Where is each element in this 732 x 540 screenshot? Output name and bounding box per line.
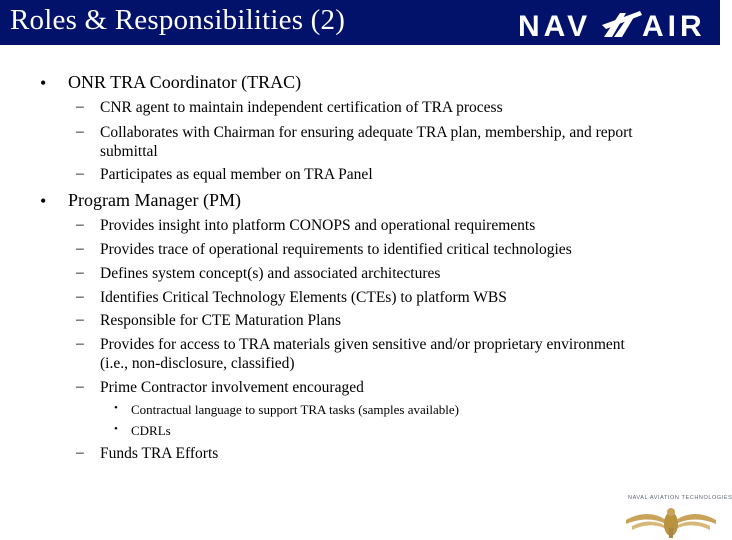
footer-org-text: NAVAL AVIATION TECHNOLOGIES [628, 495, 732, 501]
dash-bullet: – [76, 288, 84, 305]
list-item: Prime Contractor involvement encouraged [100, 379, 364, 396]
list-item: Responsible for CTE Maturation Plans [100, 312, 342, 329]
dash-bullet: – [76, 240, 84, 257]
list-item: Provides insight into platform CONOPS and operational requirements [100, 217, 536, 234]
list-item: Collaborates with Chairman for ensuring adequate TRA plan, membership, and report submittal [100, 124, 633, 160]
list-item: CNR agent to maintain independent certification of TRA process [100, 99, 503, 116]
section-heading-trac: ONR TRA Coordinator (TRAC) [68, 72, 302, 92]
list-item: Provides for access to TRA materials given sensitive and/or proprietary environment (i.e., non-disclosure, classified) [100, 336, 625, 372]
dash-bullet: – [76, 264, 84, 281]
list-item: Participates as equal member on TRA Panel [100, 166, 373, 183]
dash-bullet: – [76, 444, 84, 461]
dash-bullet: – [76, 165, 84, 182]
list-item: Identifies Critical Technology Elements (CTEs) to platform WBS [100, 289, 507, 306]
dash-bullet: – [76, 216, 84, 233]
list-item: Funds TRA Efforts [100, 445, 219, 462]
naval-aviation-emblem-icon [624, 500, 718, 540]
list-item: Provides trace of operational requirements to identified critical technologies [100, 241, 572, 258]
logo-letters-right: AIR [642, 10, 706, 43]
sub-list-item: Contractual language to support TRA tasks (samples available) [131, 402, 459, 417]
slide-title: Roles & Responsibilities (2) [10, 4, 346, 36]
small-bullet: • [114, 423, 118, 435]
section-heading-pm: Program Manager (PM) [68, 190, 241, 210]
dash-bullet: – [76, 123, 84, 140]
dash-bullet: – [76, 98, 84, 115]
dash-bullet: – [76, 311, 84, 328]
sub-list-item: CDRLs [131, 423, 171, 438]
logo-letters-left: NAV [518, 10, 592, 43]
bullet-icon: • [40, 191, 47, 211]
dash-bullet: – [76, 335, 84, 352]
bullet-icon: • [40, 73, 47, 93]
dash-bullet: – [76, 378, 84, 395]
list-item: Defines system concept(s) and associated architectures [100, 265, 441, 282]
small-bullet: • [114, 402, 118, 414]
